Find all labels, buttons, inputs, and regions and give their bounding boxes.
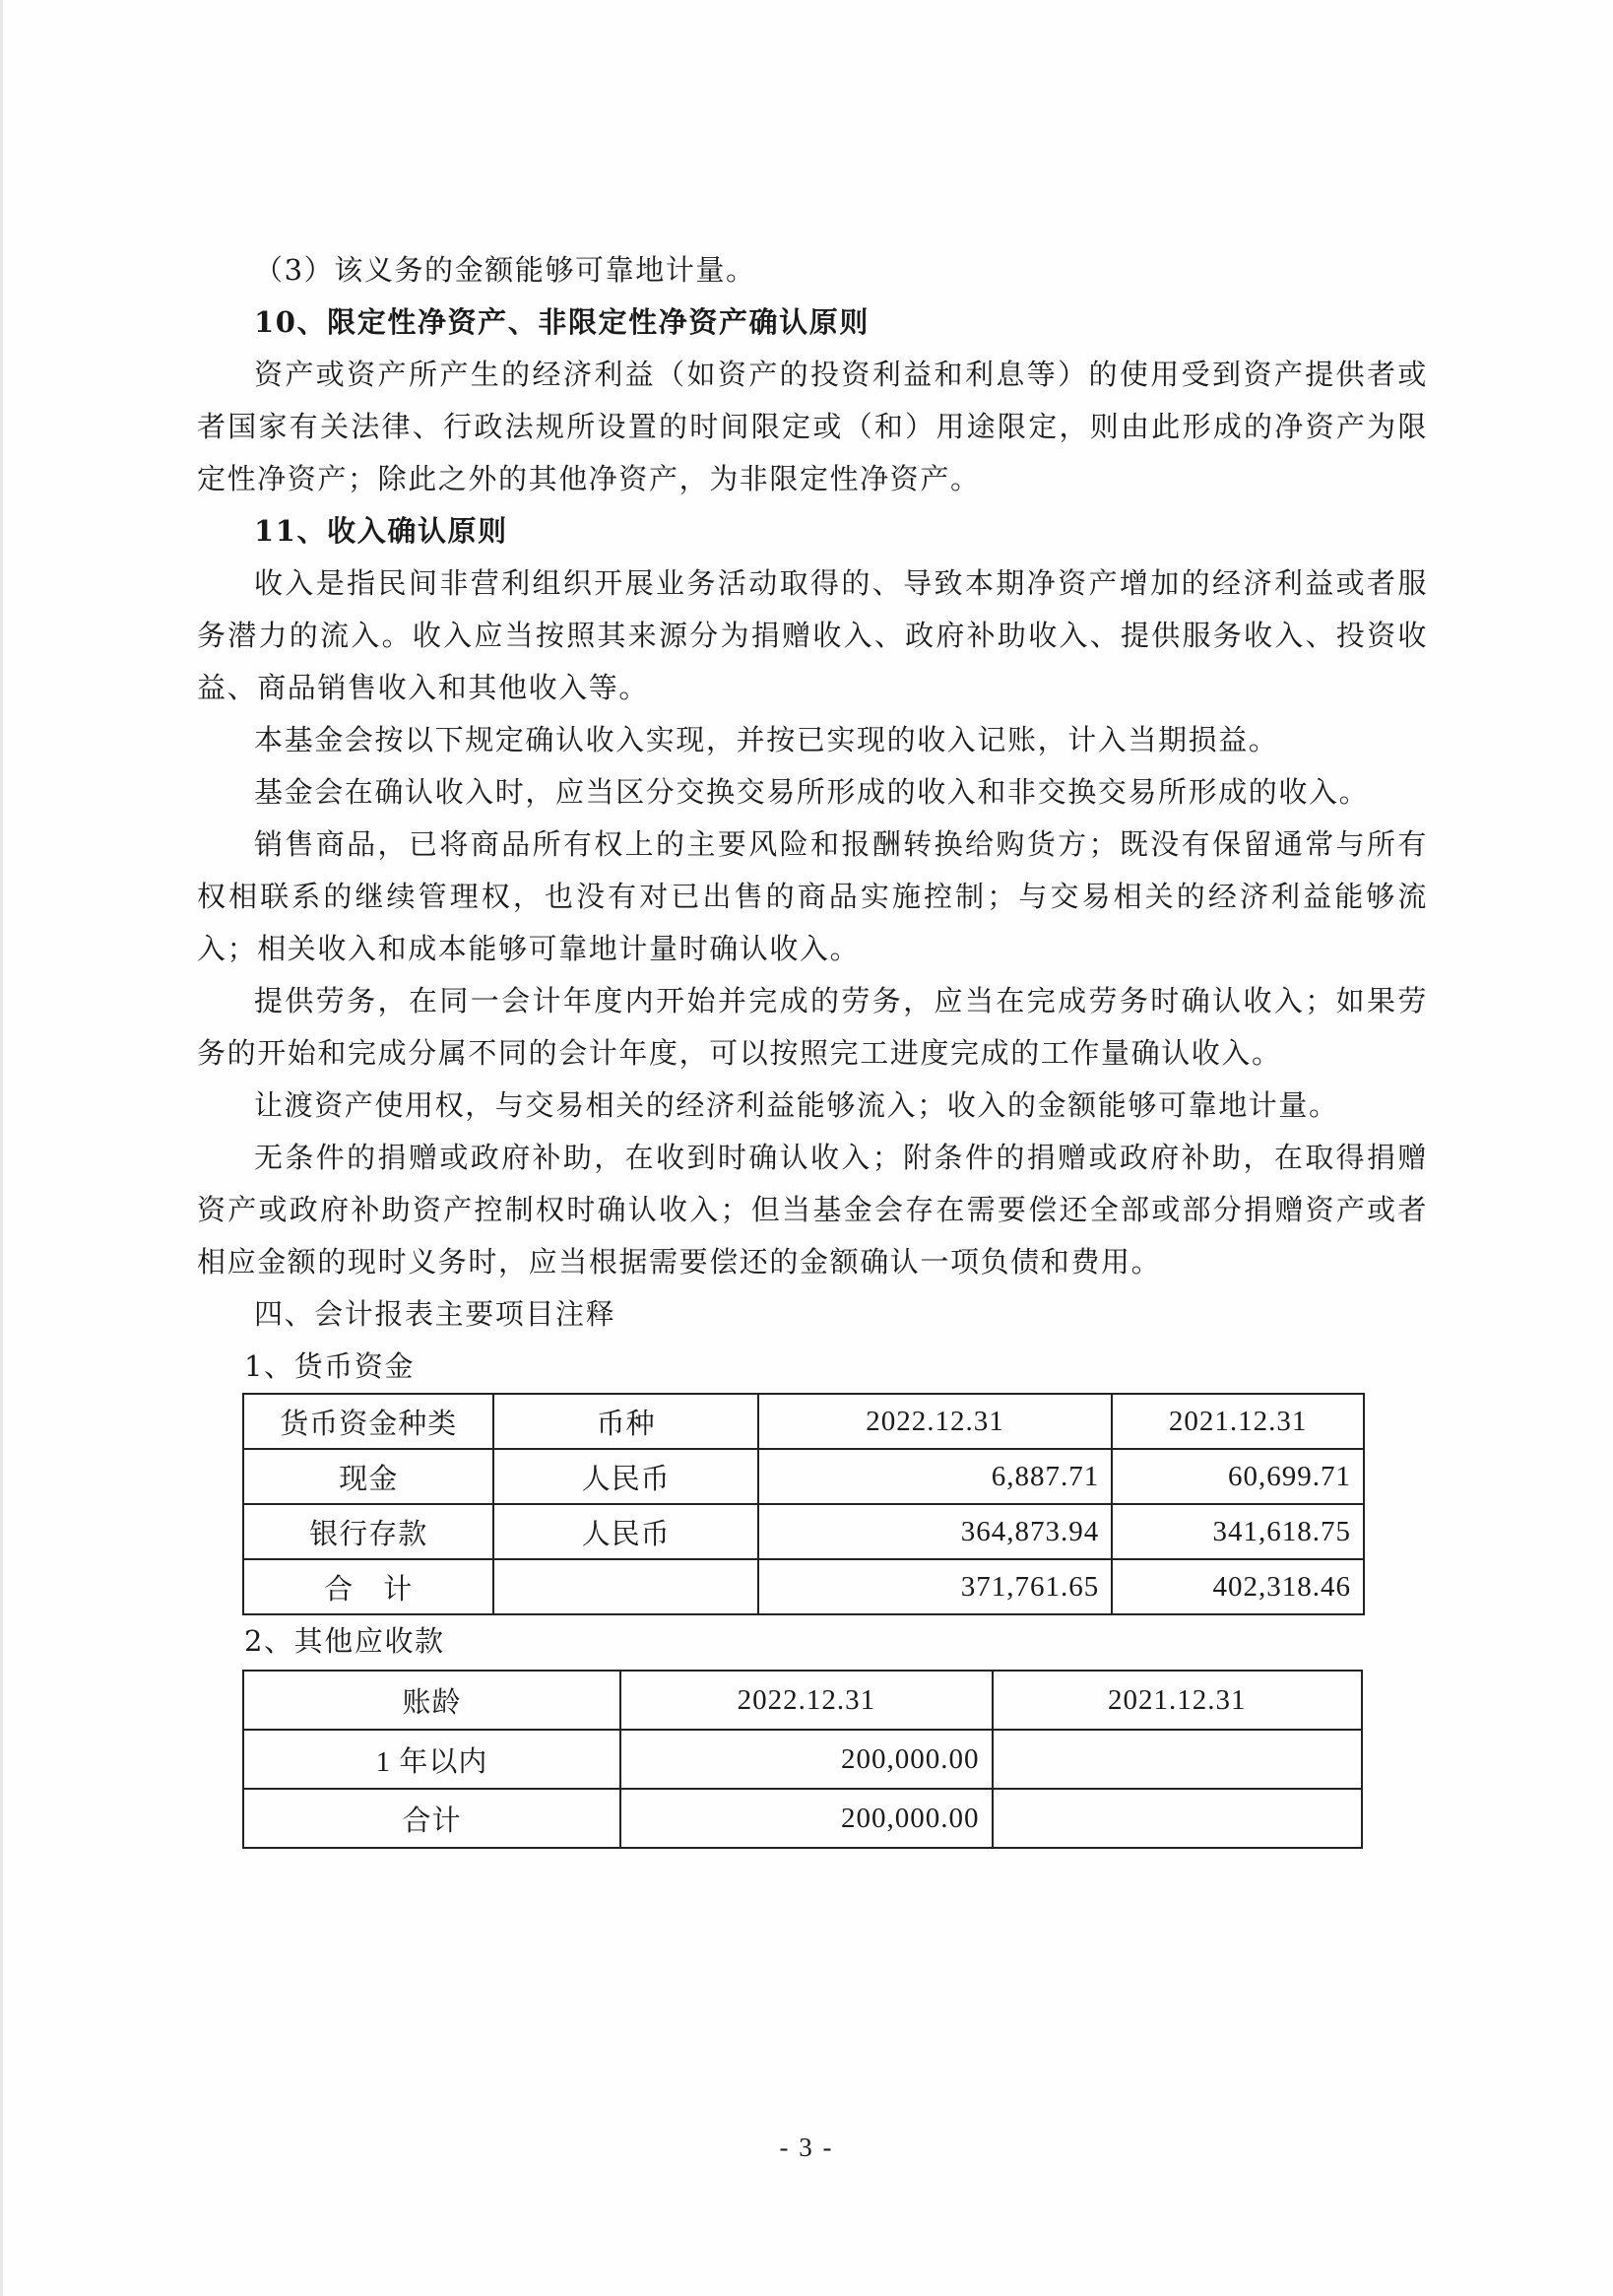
table-row	[243, 1504, 1364, 1559]
column-header: 币种	[493, 1394, 757, 1449]
table-cell: 402,318.46	[1112, 1559, 1364, 1614]
page-content	[197, 244, 1428, 1849]
table-cell: 合计	[243, 1789, 620, 1848]
column-header: 2022.12.31	[620, 1671, 992, 1730]
table-cell	[993, 1789, 1362, 1848]
table-cell: 60,699.71	[1112, 1449, 1364, 1504]
monetary-funds-table	[242, 1393, 1365, 1615]
table-header-row	[243, 1394, 1364, 1449]
table-row	[243, 1730, 1362, 1789]
table-cell: 现金	[243, 1449, 493, 1504]
paragraph-revenue-realization: 本基金会按以下规定确认收入实现，并按已实现的收入记账，计入当期损益。	[254, 723, 1279, 756]
table2-title: 2、其他应收款	[244, 1624, 445, 1658]
table-total-row	[243, 1559, 1364, 1614]
table-cell: 200,000.00	[620, 1789, 992, 1848]
heading-net-assets-recognition: 10、限定性净资产、非限定性净资产确认原则	[254, 305, 870, 339]
table-cell: 人民币	[493, 1504, 757, 1559]
column-header: 2021.12.31	[993, 1671, 1362, 1730]
paragraph-obligation-measurement: （3）该义务的金额能够可靠地计量。	[254, 253, 756, 287]
paragraph-exchange-transactions: 基金会在确认收入时，应当区分交换交易所形成的收入和非交换交易所形成的收入。	[254, 775, 1370, 809]
column-header: 2022.12.31	[758, 1394, 1112, 1449]
table-cell: 人民币	[493, 1449, 757, 1504]
paragraph-asset-use-rights: 让渡资产使用权，与交易相关的经济利益能够流入；收入的金额能够可靠地计量。	[254, 1088, 1339, 1122]
table-row	[243, 1449, 1364, 1504]
table-cell: 1 年以内	[243, 1730, 620, 1789]
paragraph-donations-grants: 无条件的捐赠或政府补助，在收到时确认收入；附条件的捐赠或政府补助，在取得捐赠资产或政府补助资产控制权时确认收入；但当基金会存在需要偿还全部或部分捐赠资产或者相应金额的现时义务时，应当根据需要偿还的金额确认一项负债和费用。	[197, 1141, 1428, 1279]
table-cell: 合 计	[243, 1559, 493, 1614]
paragraph-restricted-net-assets: 资产或资产所产生的经济利益（如资产的投资利益和利息等）的使用受到资产提供者或者国家有关法律、行政法规所设置的时间限定或（和）用途限定，则由此形成的净资产为限定性净资产；除此之外的其他净资产，为非限定性净资产。	[197, 358, 1428, 495]
table-cell: 银行存款	[243, 1504, 493, 1559]
table-cell	[993, 1730, 1362, 1789]
table-cell: 200,000.00	[620, 1730, 992, 1789]
column-header: 货币资金种类	[243, 1394, 493, 1449]
paragraph-goods-sales: 销售商品，已将商品所有权上的主要风险和报酬转换给购货方；既没有保留通常与所有权相联系的继续管理权，也没有对已出售的商品实施控制；与交易相关的经济利益能够流入；相关收入和成本能够可靠地计量时确认收入。	[197, 827, 1428, 965]
paragraph-services: 提供劳务，在同一会计年度内开始并完成的劳务，应当在完成劳务时确认收入；如果劳务的开始和完成分属不同的会计年度，可以按照完工进度完成的工作量确认收入。	[197, 984, 1428, 1070]
heading-revenue-recognition: 11、收入确认原则	[254, 514, 508, 548]
table-header-row	[243, 1671, 1362, 1730]
table-cell: 341,618.75	[1112, 1504, 1364, 1559]
column-header: 2021.12.31	[1112, 1394, 1364, 1449]
table-cell: 371,761.65	[758, 1559, 1112, 1614]
other-receivables-table	[242, 1670, 1363, 1849]
section-heading-notes: 四、会计报表主要项目注释	[254, 1297, 616, 1331]
paragraph-revenue-definition: 收入是指民间非营利组织开展业务活动取得的、导致本期净资产增加的经济利益或者服务潜力的流入。收入应当按照其来源分为捐赠收入、政府补助收入、提供服务收入、投资收益、商品销售收入和其他收入等。	[197, 566, 1428, 704]
table-cell: 6,887.71	[758, 1449, 1112, 1504]
table-total-row	[243, 1789, 1362, 1848]
scan-edge	[0, 0, 3, 2296]
table-cell	[493, 1559, 757, 1614]
column-header: 账龄	[243, 1671, 620, 1730]
table-cell: 364,873.94	[758, 1504, 1112, 1559]
page-number: - 3 -	[779, 2132, 834, 2162]
table1-title: 1、货币资金	[244, 1349, 416, 1383]
